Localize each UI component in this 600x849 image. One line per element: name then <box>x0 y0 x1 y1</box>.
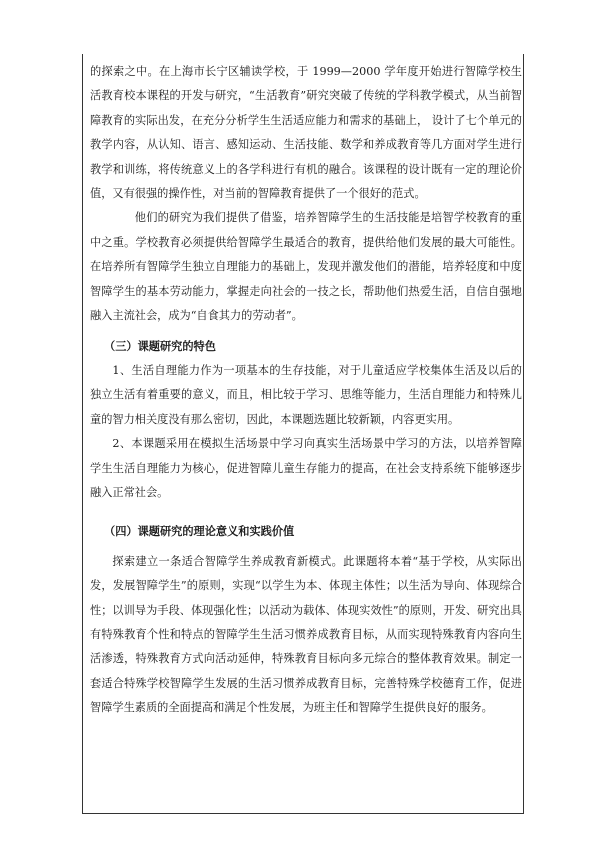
section-3-item-2: 2、本课题采用在模拟生活场景中学习向真实生活场景中学习的方法，以培养智障学生生活自理能力为核心，促进智障儿童生存能力的提高，在社会支持系统下能够逐步融入正常社会。 <box>90 437 522 499</box>
section-4-heading: （四）课题研究的理论意义和实践价值 <box>104 524 295 539</box>
document-body <box>90 60 522 721</box>
intro-paragraph-2: 他们的研究为我们提供了借鉴，培养智障学生的生活技能是培智学校教育的重中之重。学校教育必须提供给智障学生最适合的教育，提供给他们发展的最大可能性。在培养所有智障学生独立自理能力的基础上，发现并激发他们的潜能，培养轻度和中度智障学生的基本劳动能力，掌握走向社会的一技之长，帮助他们热爱生活，自信自强地融入主流社会，成为“自食其力的劳动者”。 <box>90 211 522 323</box>
section-3-item-1: 1、生活自理能力作为一项基本的生存技能，对于儿童适应学校集体生活及以后的独立生活有着重要的意义，而且，相比较于学习、思维等能力，生活自理能力和特殊儿童的智力相关度没有那么密切，因此，本课题选题比较新颖，内容更实用。 <box>90 363 522 426</box>
section-4-paragraph: 探索建立一条适合智障学生养成教育新模式。此课题将本着“基于学校，从实际出发，发展智障学生”的原则，实现“以学生为本、体现主体性；以生活为导向、体现综合性；以训导为手段、体现强化性；以活动为载体、体现实效性”的原则，开发、研究出具有特殊教育个性和特点的智障学生生活习惯养成教育目标，从而实现特殊教育内容向生活渗透，特殊教育方式向活动延伸，特殊教育目标向多元综合的整体教育效果。制定一套适合特殊学校智障学生发展的生活习惯养成教育目标，完善特殊学校德育工作，促进智障学生素质的全面提高和满足个性发展，为班主任和智障学生提供良好的服务。 <box>90 554 522 715</box>
intro-paragraph-1: 的探索之中。在上海市长宁区辅读学校，于 1999—2000 学年度开始进行智障学校生活教育校本课程的开发与研究，“生活教育”研究突破了传统的学科教学模式，从当前智障教育的实际出发，在充分分析学生生活适应能力和需求的基础上， 设计了七个单元的教学内容，从认知、语言、感知运动、生活技能、数学和养成教育等几方面对学生进行教学和训练，将传统意义上的各学科进行有机的融合。该课程的设计既有一定的理论价值，又有很强的操作性，对当前的智障教育提供了一个很好的范式。 <box>90 65 522 201</box>
section-3-heading: （三）课题研究的特色 <box>104 339 216 354</box>
